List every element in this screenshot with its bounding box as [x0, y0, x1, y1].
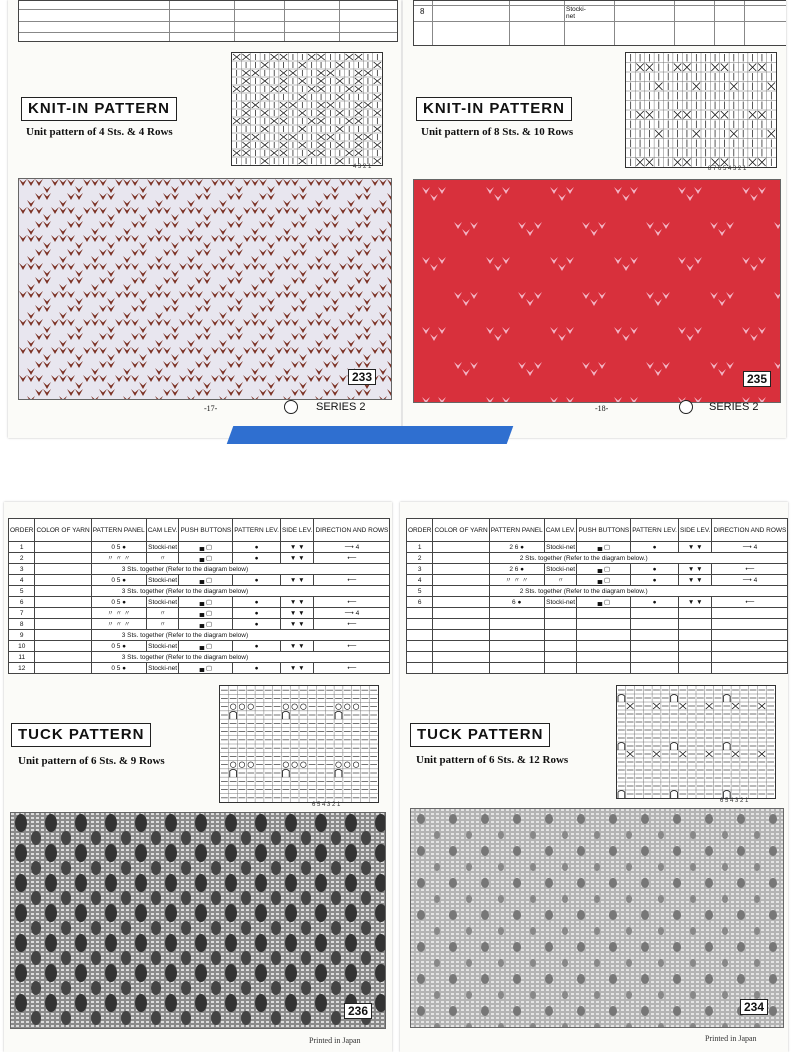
pattern-lever-cell: ● [631, 542, 679, 553]
push-buttons-cell: ▄ ▢ [179, 608, 233, 619]
panel-cell: 〃 〃 〃 [91, 608, 146, 619]
order-cell: 1 [9, 542, 35, 553]
cam-cell: 〃 [544, 575, 577, 586]
direction-cell: ⟵ [314, 619, 390, 630]
empty-row [407, 641, 788, 652]
pattern-number: 235 [743, 371, 771, 387]
table-row [407, 553, 788, 564]
instruction-table-top [18, 0, 398, 42]
direction-cell: ⟶ 4 [314, 608, 390, 619]
unit-description: Unit pattern of 8 Sts. & 10 Rows [421, 126, 574, 138]
brand-logo-icon [679, 400, 693, 414]
push-buttons-cell: ▄ ▢ [577, 597, 631, 608]
pattern-chart-234 [616, 685, 776, 799]
empty-row [407, 652, 788, 663]
pattern-title: TUCK PATTERN [410, 723, 550, 747]
card-234 [400, 502, 788, 1052]
table-row [407, 542, 788, 553]
knit-swatch-233 [18, 178, 392, 400]
direction-cell: ⟵ [314, 641, 390, 652]
push-buttons-cell: ▄ ▢ [179, 619, 233, 630]
series-label: SERIES 2 [316, 401, 366, 413]
cam-cell: Stocki-net [148, 543, 178, 551]
panel-cell: 2 6 ● [489, 564, 544, 575]
card-236 [4, 502, 392, 1052]
order-cell: 6 [407, 597, 433, 608]
table-header: PUSH BUTTONS [577, 519, 631, 542]
pattern-lever-cell: ● [233, 608, 281, 619]
pattern-number: 236 [344, 1003, 372, 1019]
table-row [9, 597, 390, 608]
card-233 [8, 0, 401, 438]
color-cell [35, 575, 91, 586]
order-cell: 7 [9, 608, 35, 619]
panel-cell: 0 5 ● [91, 575, 146, 586]
push-buttons-cell: ▄ ▢ [179, 641, 233, 652]
panel-cell: 0 5 ● [91, 597, 146, 608]
knit-swatch-236 [10, 812, 386, 1029]
panel-cell: 〃 〃 〃 [91, 619, 146, 630]
side-lever-cell: ▼ ▼ [678, 575, 711, 586]
push-buttons-cell: ▄ ▢ [179, 597, 233, 608]
page-number: -18- [595, 404, 609, 413]
pattern-lever-cell: ● [631, 597, 679, 608]
table-row [407, 586, 788, 597]
table-row [9, 663, 390, 674]
order-cell: 11 [9, 652, 35, 663]
pattern-lever-cell: ● [233, 575, 281, 586]
instruction-note: 3 Sts. together (Refer to the diagram below) [91, 630, 390, 641]
push-buttons-cell: ▄ ▢ [577, 542, 631, 553]
table-row [9, 641, 390, 652]
side-lever-cell: ▼ ▼ [280, 597, 313, 608]
table-header: PATTERN LEV. [233, 519, 281, 542]
table-row [9, 608, 390, 619]
push-buttons-cell: ▄ ▢ [179, 575, 233, 586]
cam-cell: 〃 [146, 619, 179, 630]
order-cell: 2 [407, 553, 433, 564]
table-row [9, 542, 390, 553]
side-lever-cell: ▼ ▼ [280, 641, 313, 652]
order-cell: 4 [407, 575, 433, 586]
side-lever-cell: ▼ ▼ [280, 575, 313, 586]
table-header: PATTERN LEV. [631, 519, 679, 542]
pattern-chart-235 [625, 52, 777, 168]
pattern-lever-cell: ● [631, 575, 679, 586]
order-cell: 6 [9, 597, 35, 608]
color-cell [433, 575, 489, 586]
table-row [9, 586, 390, 597]
color-cell [433, 597, 489, 608]
push-buttons-cell: ▄ ▢ [577, 564, 631, 575]
pattern-title: KNIT-IN PATTERN [21, 97, 177, 121]
unit-description: Unit pattern of 6 Sts. & 12 Rows [416, 754, 569, 766]
instruction-table [406, 518, 788, 674]
pattern-number: 234 [740, 999, 768, 1015]
pattern-chart-233 [231, 52, 383, 166]
push-buttons-cell: ▄ ▢ [179, 663, 233, 674]
side-lever-cell: ▼ ▼ [678, 564, 711, 575]
cam-cell: Stocki-net [546, 543, 576, 551]
table-header: COLOR OF YARN [35, 519, 91, 542]
order-cell: 9 [9, 630, 35, 641]
cam-cell: Stocki-net [148, 576, 178, 584]
side-lever-cell: ▼ ▼ [280, 619, 313, 630]
table-header: SIDE LEV. [280, 519, 313, 542]
direction-cell: ⟵ [712, 564, 788, 575]
panel-cell: 0 5 ● [91, 663, 146, 674]
table-row [407, 597, 788, 608]
table-header: PATTERN PANEL [91, 519, 146, 542]
direction-cell: ⟶ 4 [712, 542, 788, 553]
knit-swatch-234 [410, 808, 784, 1028]
cam-cell: Stocki-net [546, 598, 576, 606]
table-header: PUSH BUTTONS [179, 519, 233, 542]
order-cell: 8 [9, 619, 35, 630]
order-cell: 12 [9, 663, 35, 674]
table-row [9, 553, 390, 564]
printed-in-japan: Printed in Japan [705, 1034, 757, 1043]
table-row [407, 575, 788, 586]
pattern-chart-236 [219, 685, 379, 803]
color-cell [35, 597, 91, 608]
push-buttons-cell: ▄ ▢ [179, 542, 233, 553]
color-cell [35, 564, 91, 575]
page-number: -17- [204, 404, 218, 413]
side-lever-cell: ▼ ▼ [280, 553, 313, 564]
table-header: SIDE LEV. [678, 519, 711, 542]
side-lever-cell: ▼ ▼ [678, 542, 711, 553]
color-cell [35, 542, 91, 553]
color-cell [35, 663, 91, 674]
table-row [9, 575, 390, 586]
instruction-table [8, 518, 390, 674]
table-header: DIRECTION AND ROWS [712, 519, 788, 542]
blue-tape [227, 426, 514, 444]
side-lever-cell: ▼ ▼ [280, 542, 313, 553]
order-cell: 5 [9, 586, 35, 597]
order-cell: 1 [407, 542, 433, 553]
unit-description: Unit pattern of 6 Sts. & 9 Rows [18, 755, 165, 767]
color-cell [433, 586, 489, 597]
order-cell: 3 [407, 564, 433, 575]
panel-cell: 2 6 ● [489, 542, 544, 553]
panel-cell: 0 5 ● [91, 542, 146, 553]
order-cell: 5 [407, 586, 433, 597]
cam-cell: Stocki-net [148, 642, 178, 650]
panel-cell: 0 5 ● [91, 641, 146, 652]
table-row [9, 619, 390, 630]
direction-cell: ⟵ [314, 553, 390, 564]
color-cell [35, 641, 91, 652]
order-cell: 10 [9, 641, 35, 652]
color-cell [35, 608, 91, 619]
instruction-note: 2 Sts. together (Refer to the diagram below.) [489, 586, 788, 597]
order-cell: 2 [9, 553, 35, 564]
table-header: PATTERN PANEL [489, 519, 544, 542]
direction-cell: ⟵ [712, 597, 788, 608]
push-buttons-cell: ▄ ▢ [179, 553, 233, 564]
instruction-note: 3 Sts. together (Refer to the diagram below) [91, 564, 390, 575]
pattern-lever-cell: ● [631, 564, 679, 575]
side-lever-cell: ▼ ▼ [678, 597, 711, 608]
brand-logo-icon [284, 400, 298, 414]
chart-column-numbers: 8 7 6 5 4 3 2 1 [708, 166, 747, 172]
table-row [9, 564, 390, 575]
color-cell [433, 542, 489, 553]
pattern-lever-cell: ● [233, 641, 281, 652]
direction-cell: ⟶ 4 [314, 542, 390, 553]
push-buttons-cell: ▄ ▢ [577, 575, 631, 586]
direction-cell: ⟶ 4 [712, 575, 788, 586]
table-header: COLOR OF YARN [433, 519, 489, 542]
table-header: ORDER [407, 519, 433, 542]
table-header: ORDER [9, 519, 35, 542]
empty-row [407, 608, 788, 619]
pattern-lever-cell: ● [233, 553, 281, 564]
color-cell [433, 553, 489, 564]
panel-cell: 〃 〃 〃 [489, 575, 544, 586]
color-cell [35, 553, 91, 564]
cam-cell: Stocki-net [546, 565, 576, 573]
pattern-lever-cell: ● [233, 663, 281, 674]
card-235 [403, 0, 786, 438]
cam-cell: Stocki-net [148, 598, 178, 606]
printed-in-japan: Printed in Japan [309, 1036, 361, 1045]
chart-column-numbers: 6 5 4 3 2 1 [312, 802, 341, 808]
order-cell: 4 [9, 575, 35, 586]
instruction-note: 3 Sts. together (Refer to the diagram below) [91, 586, 390, 597]
knit-swatch-235 [413, 179, 781, 403]
cam-cell: Stocki- net [566, 6, 586, 20]
instruction-note: 2 Sts. together (Refer to the diagram below.) [489, 553, 788, 564]
chart-column-numbers: 4 3 2 1 [353, 164, 372, 170]
direction-cell: ⟵ [314, 663, 390, 674]
pattern-lever-cell: ● [233, 597, 281, 608]
pattern-title: KNIT-IN PATTERN [416, 97, 572, 121]
side-lever-cell: ▼ ▼ [280, 663, 313, 674]
order-cell: 8 [420, 7, 425, 16]
panel-cell: 6 ● [489, 597, 544, 608]
table-header: CAM LEV. [544, 519, 577, 542]
direction-cell: ⟵ [314, 597, 390, 608]
color-cell [35, 586, 91, 597]
table-row [9, 630, 390, 641]
color-cell [35, 619, 91, 630]
table-header: DIRECTION AND ROWS [314, 519, 390, 542]
pattern-lever-cell: ● [233, 619, 281, 630]
table-row [9, 652, 390, 663]
table-header: CAM LEV. [146, 519, 179, 542]
instruction-note: 3 Sts. together (Refer to the diagram below) [91, 652, 390, 663]
instruction-table-top [413, 0, 786, 46]
cam-cell: Stocki-net [148, 664, 178, 672]
color-cell [433, 564, 489, 575]
empty-row [407, 630, 788, 641]
unit-description: Unit pattern of 4 Sts. & 4 Rows [26, 126, 173, 138]
series-label: SERIES 2 [709, 401, 759, 413]
empty-row [407, 663, 788, 674]
empty-row [407, 619, 788, 630]
color-cell [35, 630, 91, 641]
pattern-lever-cell: ● [233, 542, 281, 553]
panel-cell: 〃 〃 〃 [91, 553, 146, 564]
cam-cell: 〃 [146, 608, 179, 619]
color-cell [35, 652, 91, 663]
cam-cell: 〃 [146, 553, 179, 564]
direction-cell: ⟵ [314, 575, 390, 586]
order-cell: 3 [9, 564, 35, 575]
chart-column-numbers: 6 5 4 3 2 1 [720, 798, 749, 804]
pattern-number: 233 [348, 369, 376, 385]
pattern-title: TUCK PATTERN [11, 723, 151, 747]
table-row [407, 564, 788, 575]
side-lever-cell: ▼ ▼ [280, 608, 313, 619]
